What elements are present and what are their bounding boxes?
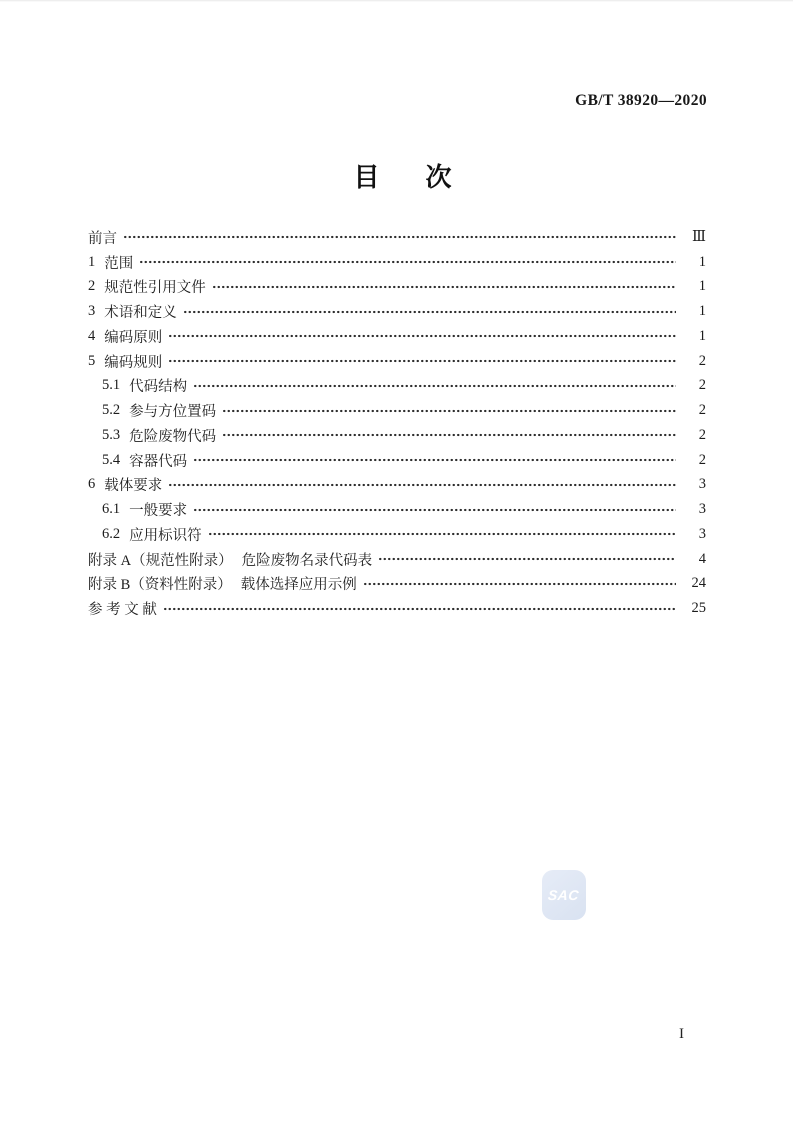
toc-dot-leader	[193, 497, 676, 522]
sac-watermark-text: SAC	[547, 887, 581, 903]
toc-page-number: 2	[698, 352, 706, 369]
toc-entry-title: 范围	[104, 255, 134, 272]
toc-entry	[88, 374, 706, 399]
toc-entry-number: 5.3	[102, 426, 121, 443]
toc-entry-number: 5.4	[102, 451, 121, 468]
standard-code-header: GB/T 38920—2020	[575, 92, 707, 109]
page-title-char-1: 目	[353, 162, 380, 192]
toc-entry	[88, 423, 706, 448]
toc-dot-leader	[222, 423, 676, 448]
toc-dot-leader	[193, 448, 676, 473]
footer-page-number: I	[679, 1026, 684, 1042]
toc-page-number: 2	[698, 377, 706, 394]
toc-page-number: Ⅲ	[692, 228, 706, 245]
toc-entry-number: 2	[88, 278, 96, 295]
toc-dot-leader	[163, 596, 676, 621]
toc-page-number: 2	[698, 451, 706, 468]
toc-entry-number: 6.2	[102, 525, 121, 542]
toc-entry-number: 5.2	[102, 402, 121, 419]
toc-page-number: 2	[698, 426, 706, 443]
toc-entry-title: 载体选择应用示例	[240, 577, 357, 594]
toc-entry-title: 应用标识符	[129, 527, 202, 544]
toc-dot-leader	[168, 473, 676, 498]
toc-entry-number: 5	[88, 352, 96, 369]
toc-entry	[88, 398, 706, 423]
toc-page-number: 25	[691, 600, 706, 617]
toc-entry	[88, 275, 706, 300]
toc-entry-title: 容器代码	[129, 453, 188, 470]
toc-entry-number: 附录 B（资料性附录）	[88, 577, 232, 594]
toc-entry-title: 编码规则	[104, 354, 163, 371]
scan-edge	[0, 0, 793, 2]
toc-page-number: 2	[698, 402, 706, 419]
toc-entry	[88, 250, 706, 275]
toc-list	[88, 225, 706, 621]
toc-entry	[88, 324, 706, 349]
toc-entry-number: 3	[88, 303, 96, 320]
toc-dot-leader	[183, 299, 676, 324]
sac-logo-watermark	[542, 870, 586, 920]
toc-entry	[88, 473, 706, 498]
toc-entry-title: 危险废物代码	[129, 428, 217, 445]
toc-entry-title: 载体要求	[104, 478, 163, 495]
toc-entry	[88, 448, 706, 473]
toc-dot-leader	[168, 349, 676, 374]
toc-dot-leader	[123, 225, 676, 250]
toc-entry-title: 危险废物名录代码表	[241, 552, 373, 569]
toc-entry-number: 附录 A（规范性附录）	[88, 552, 233, 569]
toc-entry-number: 6.1	[102, 501, 121, 518]
toc-entry	[88, 572, 706, 597]
toc-entry	[88, 497, 706, 522]
toc-dot-leader	[363, 572, 676, 597]
toc-dot-leader	[208, 522, 676, 547]
toc-page-number: 24	[691, 575, 706, 592]
toc-dot-leader	[139, 250, 676, 275]
toc-entry-title: 代码结构	[129, 379, 188, 396]
toc-entry-title: 术语和定义	[104, 305, 177, 322]
toc-entry	[88, 349, 706, 374]
toc-page-number: 3	[698, 525, 706, 542]
toc-entry	[88, 547, 706, 572]
toc-page-number: 1	[698, 327, 706, 344]
toc-dot-leader	[212, 275, 676, 300]
toc-entry	[88, 225, 706, 250]
page-title-char-2: 次	[425, 162, 452, 192]
toc-entry-number: 4	[88, 327, 96, 344]
toc-page-number: 3	[698, 501, 706, 518]
toc-page-number: 1	[698, 303, 706, 320]
toc-entry-number: 6	[88, 476, 96, 493]
toc-dot-leader	[168, 324, 676, 349]
toc-entry-title: 参 考 文 献	[88, 602, 157, 619]
toc-entry	[88, 596, 706, 621]
toc-page-number: 4	[698, 550, 706, 567]
toc-entry-title: 参与方位置码	[129, 404, 217, 421]
toc-entry	[88, 522, 706, 547]
toc-dot-leader	[378, 547, 676, 572]
toc-entry-title: 规范性引用文件	[104, 280, 206, 297]
toc-entry-title: 前言	[88, 230, 117, 247]
toc-entry	[88, 299, 706, 324]
page-title	[0, 157, 793, 194]
toc-dot-leader	[193, 374, 676, 399]
toc-page-number: 1	[698, 253, 706, 270]
toc-page-number: 1	[698, 278, 706, 295]
toc-page-number: 3	[698, 476, 706, 493]
toc-entry-number: 1	[88, 253, 96, 270]
toc-entry-title: 编码原则	[104, 329, 163, 346]
toc-entry-number: 5.1	[102, 377, 121, 394]
toc-entry-title: 一般要求	[129, 503, 188, 520]
toc-dot-leader	[222, 398, 676, 423]
